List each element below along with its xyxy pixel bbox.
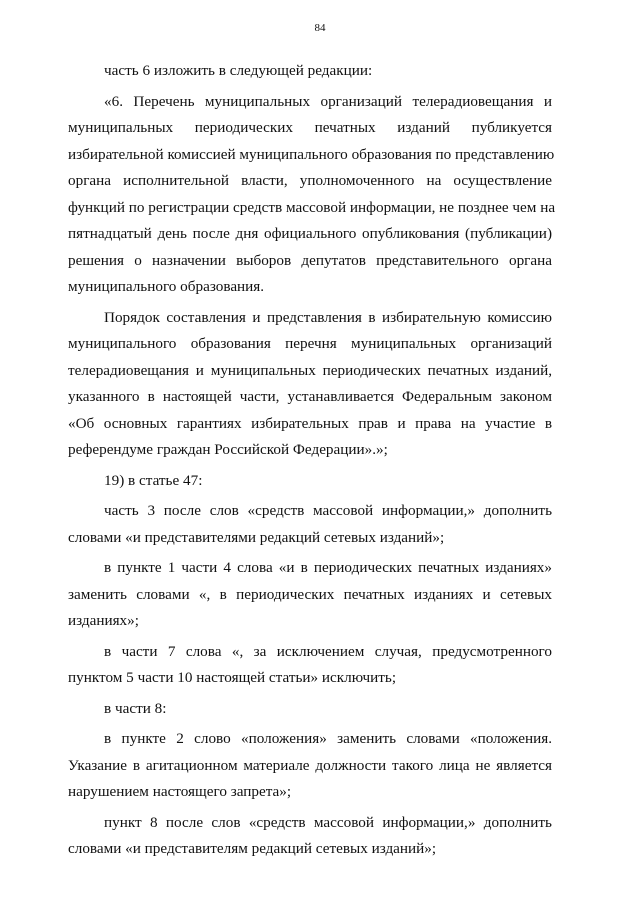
- paragraph-p7: [68, 639, 552, 692]
- text-line: муниципального образования.: [68, 278, 265, 295]
- text-line: 19) в статье 47:: [104, 471, 203, 489]
- text-line: в части 8:: [104, 699, 167, 717]
- text-line: словами «и представителям редакций сетевых изданий»;: [68, 840, 437, 857]
- text-line: пятнадцатый день после дня официального опубликования (публикации): [68, 225, 552, 242]
- text-line: функций по регистрации средств массовой информации, не позднее чем на: [68, 198, 556, 216]
- paragraph-p6: [68, 555, 552, 635]
- text-line: органа исполнительной власти, уполномоченного на осуществление: [68, 172, 552, 189]
- text-line: часть 6 изложить в следующей редакции:: [104, 62, 373, 79]
- paragraph-p1: [68, 58, 552, 85]
- text-line: избирательной комиссией муниципального образования по представлению: [68, 145, 555, 163]
- text-line: заменить словами «, в периодических печатных изданиях и сетевых: [68, 585, 552, 603]
- text-line: референдуме граждан Российской Федерации».»;: [68, 441, 388, 458]
- text-line: часть 3 после слов «средств массовой информации,» дополнить: [104, 502, 552, 519]
- paragraph-p3: [68, 305, 552, 464]
- paragraph-p8: [68, 696, 552, 723]
- text-line: в части 7 слова «, за исключением случая, предусмотренного: [104, 642, 552, 660]
- text-line: пунктом 5 части 10 настоящей статьи» исключить;: [68, 669, 397, 686]
- text-line: указанного в настоящей части, устанавливается Федеральным законом: [68, 388, 552, 405]
- text-line: муниципальных периодических печатных изданий публикуется: [68, 119, 552, 136]
- text-line: в пункте 2 слово «положения» заменить словами «положения.: [104, 730, 552, 747]
- paragraph-p4: [68, 468, 552, 495]
- text-line: «6. Перечень муниципальных организаций телерадиовещания и: [104, 92, 552, 110]
- document-body: [68, 58, 556, 863]
- text-line: изданиях»;: [68, 612, 139, 629]
- text-line: пункт 8 после слов «средств массовой информации,» дополнить: [104, 813, 552, 831]
- text-line: «Об основных гарантиях избирательных прав и права на участие в: [68, 414, 552, 432]
- text-line: Указание в агитационном материале должности такого лица не является: [68, 756, 552, 774]
- page-number: 84: [314, 22, 326, 34]
- text-line: нарушением настоящего запрета»;: [68, 783, 292, 800]
- paragraph-p9: [68, 726, 552, 806]
- paragraph-p2: [68, 89, 556, 301]
- paragraph-p10: [68, 810, 552, 863]
- text-line: словами «и представителями редакций сетевых изданий»;: [68, 528, 445, 546]
- text-line: решения о назначении выборов депутатов представительного органа: [68, 251, 552, 269]
- text-line: в пункте 1 части 4 слова «и в периодических печатных изданиях»: [104, 559, 552, 576]
- text-line: муниципального образования перечня муниципальных организаций: [68, 335, 552, 352]
- text-line: телерадиовещания и муниципальных периодических печатных изданий,: [68, 361, 552, 379]
- paragraph-p5: [68, 498, 552, 551]
- text-line: Порядок составления и представления в избирательную комиссию: [104, 308, 552, 326]
